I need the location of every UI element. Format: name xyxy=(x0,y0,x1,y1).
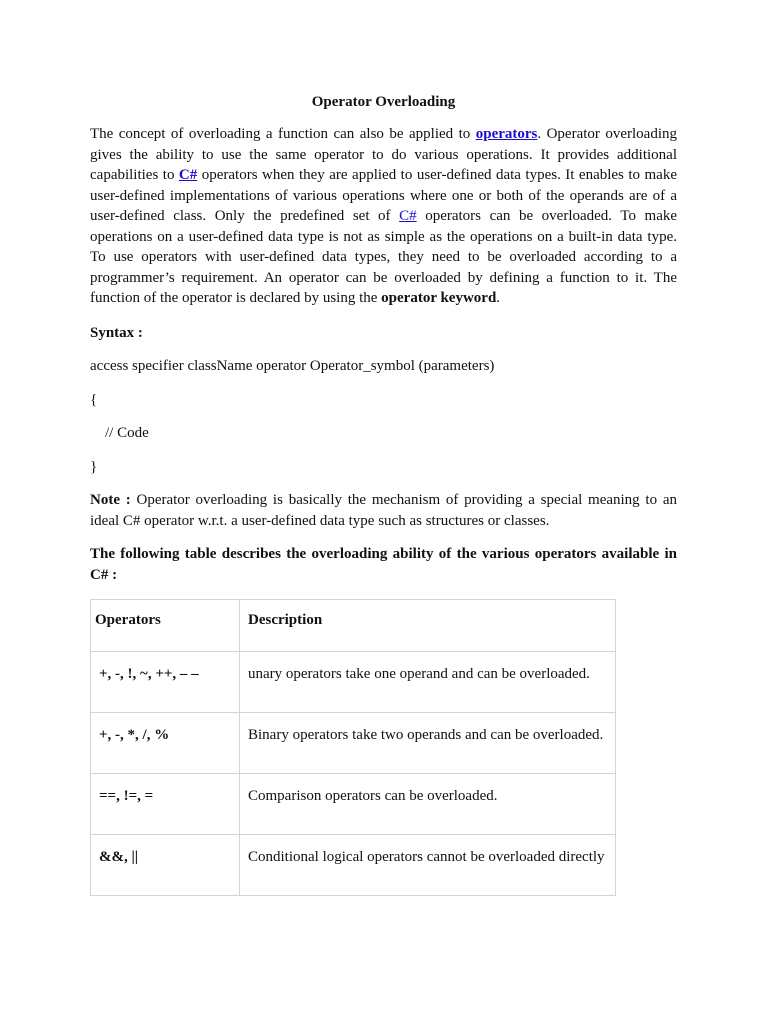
operators-link[interactable]: operators xyxy=(475,126,538,142)
note-label: Note : xyxy=(90,492,131,508)
csharp-link-1[interactable]: C# xyxy=(178,167,198,183)
operator-keyword-bold: operator keyword xyxy=(381,290,497,306)
table-header-cell xyxy=(91,600,240,652)
syntax-close-brace: } xyxy=(90,458,98,475)
csharp-link-2[interactable]: C# xyxy=(399,208,417,224)
intro-text-4: operators can be overloaded. To make operations on a user-defined data type is not as simple as the operations on a built-in data type. To use operators with user-defined data types, they need to be overloaded according to a programmer’s requirement. An operator can be overloaded by defining a function to it. The function of the operator is declared by using the xyxy=(90,208,678,306)
intro-text-1: The concept of overloading a function can also be applied to xyxy=(90,126,476,142)
document-page xyxy=(90,92,677,896)
table-row xyxy=(91,835,616,896)
intro-text-3: operators when they are applied to user-defined data types. It enables to make user-defined implementations of various operations where one or both of the operands are of a user-defined class. Only the predefined set of xyxy=(90,167,677,224)
table-cell xyxy=(240,652,616,713)
description-cell: Binary operators take two operands and can be overloaded. xyxy=(248,727,604,743)
operators-cell: &&, || xyxy=(99,849,139,865)
table-row xyxy=(91,652,616,713)
operators-cell: +, -, *, /, % xyxy=(99,727,170,743)
intro-paragraph xyxy=(90,124,677,309)
table-intro: The following table describes the overloading ability of the various operators available in C# : xyxy=(90,546,677,583)
table-header-cell xyxy=(240,600,616,652)
description-cell: Comparison operators can be overloaded. xyxy=(248,788,498,804)
table-row xyxy=(91,713,616,774)
description-cell: unary operators take one operand and can be overloaded. xyxy=(248,666,590,682)
table-cell xyxy=(240,835,616,896)
table-row xyxy=(91,774,616,835)
table-header-row xyxy=(91,600,616,652)
intro-text-5: . xyxy=(496,290,501,306)
operators-cell: +, -, !, ~, ++, – – xyxy=(99,666,199,682)
table-cell xyxy=(91,835,240,896)
page-title: Operator Overloading xyxy=(311,94,456,110)
table-cell xyxy=(240,774,616,835)
note-paragraph xyxy=(90,490,677,531)
intro-text-2: . Operator overloading gives the ability to use the same operator to do various operations. It provides additional capabilities to xyxy=(90,126,678,183)
description-cell: Conditional logical operators cannot be overloaded directly xyxy=(248,849,605,865)
syntax-open-brace: { xyxy=(90,391,98,408)
table-cell xyxy=(91,652,240,713)
table-cell xyxy=(91,774,240,835)
syntax-comment: // Code xyxy=(105,425,149,441)
table-cell xyxy=(91,713,240,774)
note-text: Operator overloading is basically the mechanism of providing a special meaning to an ideal C# operator w.r.t. a user-defined data type such as structures or classes. xyxy=(90,492,677,529)
header-operators: Operators xyxy=(95,612,161,628)
syntax-heading: Syntax : xyxy=(90,324,143,341)
header-description: Description xyxy=(248,612,323,628)
table-cell xyxy=(240,713,616,774)
operators-cell: ==, !=, = xyxy=(99,788,154,804)
operators-table xyxy=(90,599,616,896)
syntax-signature: access specifier className operator Operator_symbol (parameters) xyxy=(90,358,495,374)
